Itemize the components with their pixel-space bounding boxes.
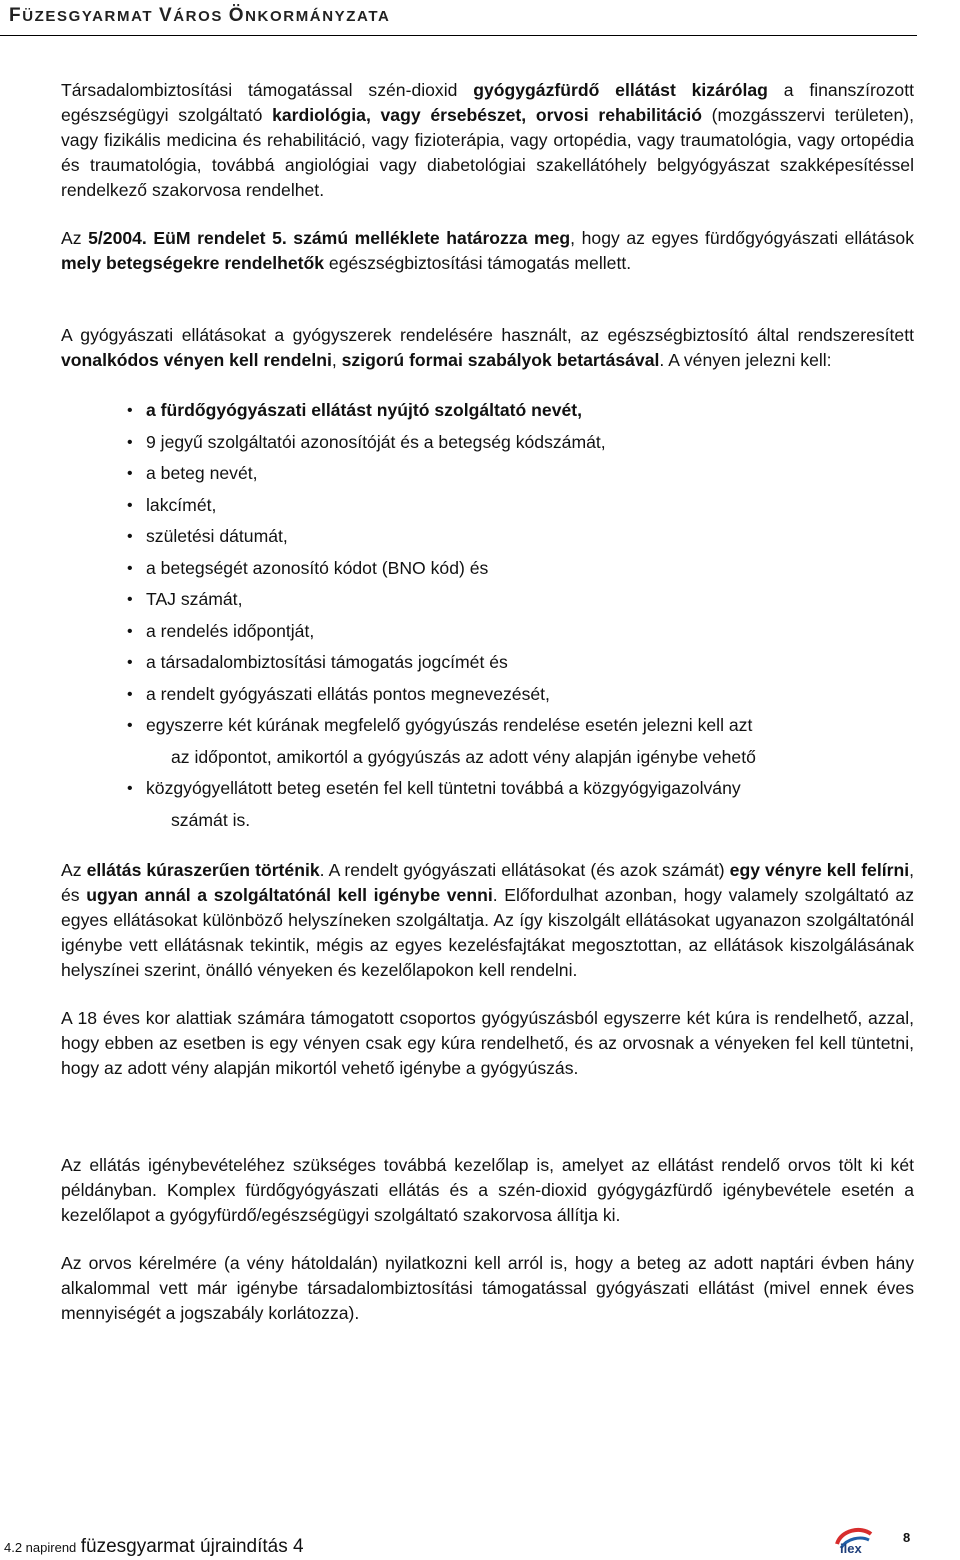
list-item: • születési dátumát,: [61, 521, 914, 553]
required-fields-list: [61, 395, 914, 836]
list-item: • 9 jegyű szolgáltatói azonosítóját és a betegség kódszámát,: [61, 427, 914, 459]
list-item: • a beteg nevét,: [61, 458, 914, 490]
list-item: • a társadalombiztosítási támogatás jogcímét és: [61, 647, 914, 679]
paragraph-declaration: Az orvos kérelmére (a vény hátoldalán) nyilatkozni kell arról is, hogy a beteg az adott naptári évben hány alkalommal vett már igénybe társadalombiztosítási támogatással gyógyászati ellátást (mivel ennek éves mennyiségét a jogszabály korlátozza).: [61, 1253, 914, 1323]
footer-title: füzesgyarmat újraindítás 4: [80, 1536, 304, 1557]
ilex-logo-icon: [831, 1522, 875, 1556]
list-item: • egyszerre két kúrának megfelelő gyógyúszás rendelése esetén jelezni kell azt az időpontot, amikortól a gyógyúszás az adott vény alapján igénybe vehető: [61, 710, 914, 773]
paragraph-regulation: Az 5/2004. EüM rendelet 5. számú melléklete határozza meg, hogy az egyes fürdőgyógyászati ellátások mely betegségekre rendelhetők egészségbiztosítási támogatás mellett.: [61, 228, 915, 273]
header-title: FÜZESGYARMAT VÁROS ÖNKORMÁNYZATA: [9, 5, 391, 26]
list-item: • a rendelt gyógyászati ellátás pontos megnevezését,: [61, 679, 914, 711]
footer-label: [4, 1536, 304, 1558]
paragraph-treatment-sheet: Az ellátás igénybevételéhez szükséges továbbá kezelőlap is, amelyet az ellátást rendelő orvos tölt ki két példányban. Komplex fürdőgyógyászati ellátás és a szén-dioxid gyógygázfürdő igénybevétele esetén a kezelőlapot a gyógyfürdő/egészségügyi szolgáltató szakorvosa állítja ki.: [61, 1155, 914, 1225]
paragraph-eligibility: Társadalombiztosítási támogatással szén-dioxid gyógygázfürdő ellátást kizárólag a finanszírozott egészségügyi szolgáltató kardiológia, vagy érsebészet, orvosi rehabilitáció (mozgásszervi területen), vagy fizikális medicina és rehabilitáció, vagy fizioterápia, vagy ortopédia, vagy traumatológia, vagy ortopédia és traumatológia, továbbá angiológiai vagy diabetológiai szakellátóhely belgyógyászat szakképesítéssel rendelkező szakorvosa rendelhet.: [61, 80, 914, 200]
list-item: • TAJ számát,: [61, 584, 914, 616]
document-body: [61, 78, 914, 1326]
page-number: 8: [903, 1530, 911, 1545]
list-item: • a betegségét azonosító kódot (BNO kód) és: [61, 553, 914, 585]
footer-prefix: 4.2 napirend: [4, 1540, 77, 1555]
paragraph-prescription: A gyógyászati ellátásokat a gyógyszerek rendelésére használt, az egészségbiztosító által rendszeresített vonalkódos vényen kell rendelni, szigorú formai szabályok betartásával. A vényen jelezni kell:: [61, 325, 914, 370]
list-item: • a rendelés időpontját,: [61, 616, 914, 648]
list-item: • a fürdőgyógyászati ellátást nyújtó szolgáltató nevét,: [61, 395, 914, 427]
list-item: • közgyógyellátott beteg esetén fel kell tüntetni továbbá a közgyógyigazolvány számát is.: [61, 773, 914, 836]
list-item: • lakcímét,: [61, 490, 914, 522]
paragraph-under-18: A 18 éves kor alattiak számára támogatott csoportos gyógyúszásból egyszerre két kúra is rendelhető, azzal, hogy ebben az esetben is egy vényen csak egy kúra rendelhető, és az orvosnak a vényeken fel kell tüntetni, hogy az adott vény alapján mikortól vehető igénybe a gyógyúszás.: [61, 1008, 914, 1078]
header-rule: [0, 35, 917, 36]
svg-text:ilex: ilex: [840, 1541, 862, 1556]
paragraph-course: Az ellátás kúraszerűen történik. A rendelt gyógyászati ellátásokat (és azok számát) egy vényre kell felírni, és ugyan annál a szolgáltatónál kell igénybe venni. Előfordulhat azonban, hogy valamely szolgáltató az egyes ellátásokat különböző helyszíneken szolgáltatja. Az így kiszolgált ellátásokat ugyanazon szolgáltatónál igénybe vett ellátásnak tekintik, mégis az egyes kezelésfajtákat megosztottan, az ellátások kiszolgálásának helyszínei szerint, önálló vényeken és kezelőlapokon kell rendelni.: [61, 860, 914, 980]
